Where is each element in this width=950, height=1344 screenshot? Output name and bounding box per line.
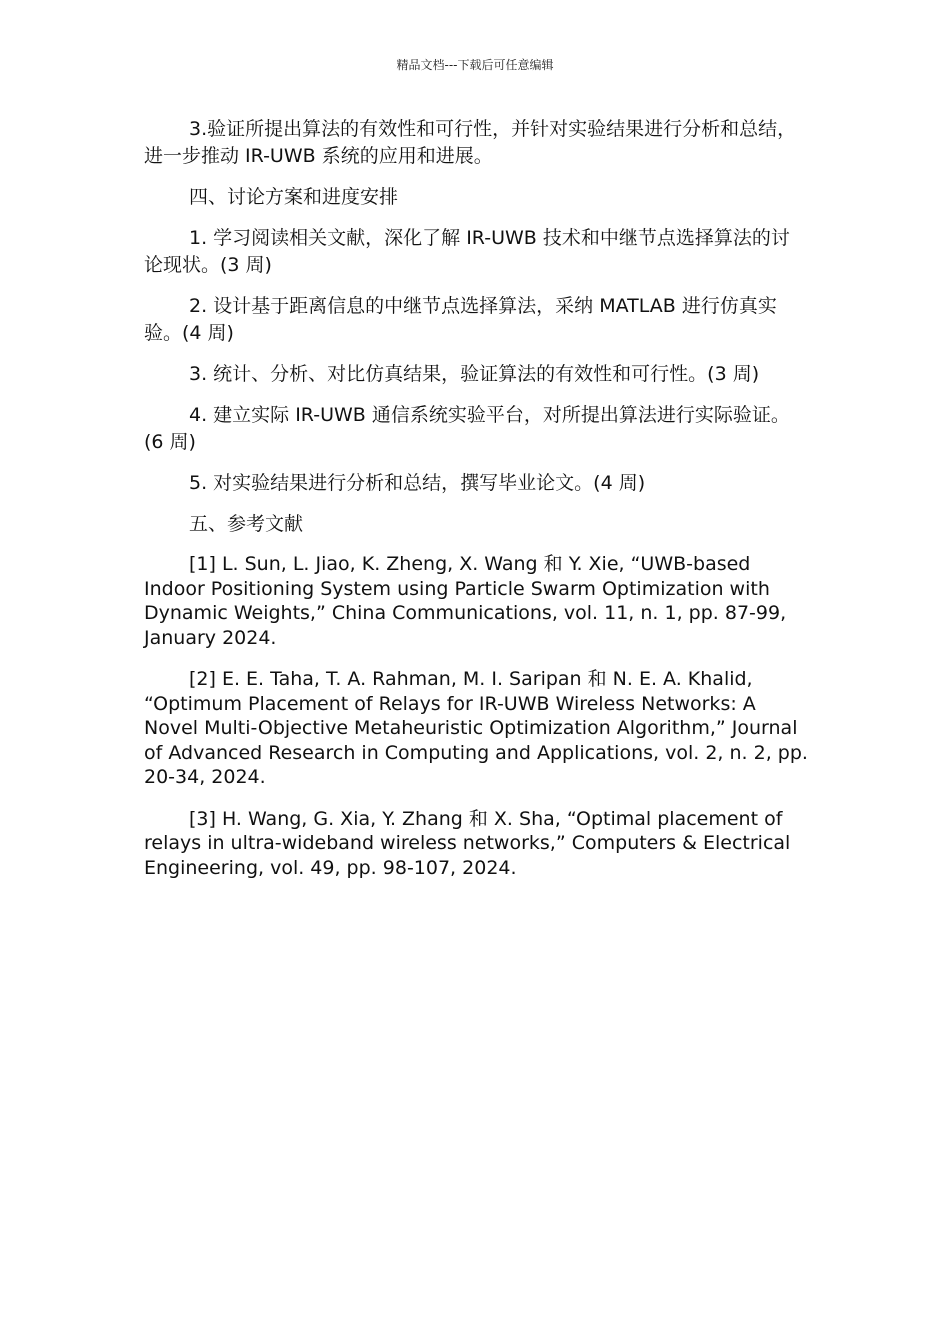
plan-item-3: 3. 统计、分析、对比仿真结果，验证算法的有效性和可行性。(3 周) <box>189 363 760 385</box>
reference-item-3: [3] H. Wang, G. Xia, Y. Zhang 和 X. Sha, “Optimal placement of relays in ultra-wideband wireless networks,” Computers & Electrical Engineering, vol. 49, pp. 98-107, 2024. <box>144 807 791 879</box>
plan-item-5: 5. 对实验结果进行分析和总结，撰写毕业论文。(4 周) <box>189 472 646 494</box>
reference-item-2: [2] E. E. Taha, T. A. Rahman, M. I. Saripan 和 N. E. A. Khalid, “Optimum Placement of Relays for IR-UWB Wireless Networks: A Novel Multi-Objective Metaheuristic Optimization Algorithm,” Journal of Advanced Research in Computing and Applications, vol. 2, n. 2, pp. 20-34, 2024. <box>144 668 808 788</box>
page-header: 精品文档---下载后可任意编辑 <box>396 58 554 72</box>
reference-item-1: [1] L. Sun, L. Jiao, K. Zheng, X. Wang 和 Y. Xie, “UWB-based Indoor Positioning System using Particle Swarm Optimization with Dynamic Weights,” China Communications, vol. 11, n. 1, pp. 87-99, January 2024. <box>144 553 787 649</box>
section-heading-plan: 四、讨论方案和进度安排 <box>189 186 399 208</box>
section-heading-references: 五、参考文献 <box>189 513 304 535</box>
document-body <box>144 116 808 897</box>
plan-item-1: 1. 学习阅读相关文献，深化了解 IR-UWB 技术和中继节点选择算法的讨论现状。(3 周) <box>144 227 790 276</box>
plan-item-2: 2. 设计基于距离信息的中继节点选择算法，采纳 MATLAB 进行仿真实验。(4 周) <box>144 295 777 344</box>
objective-paragraph: 3.验证所提出算法的有效性和可行性，并针对实验结果进行分析和总结，进一步推动 IR-UWB 系统的应用和进展。 <box>144 118 797 167</box>
plan-item-4: 4. 建立实际 IR-UWB 通信系统实验平台，对所提出算法进行实际验证。(6 周) <box>144 404 790 453</box>
